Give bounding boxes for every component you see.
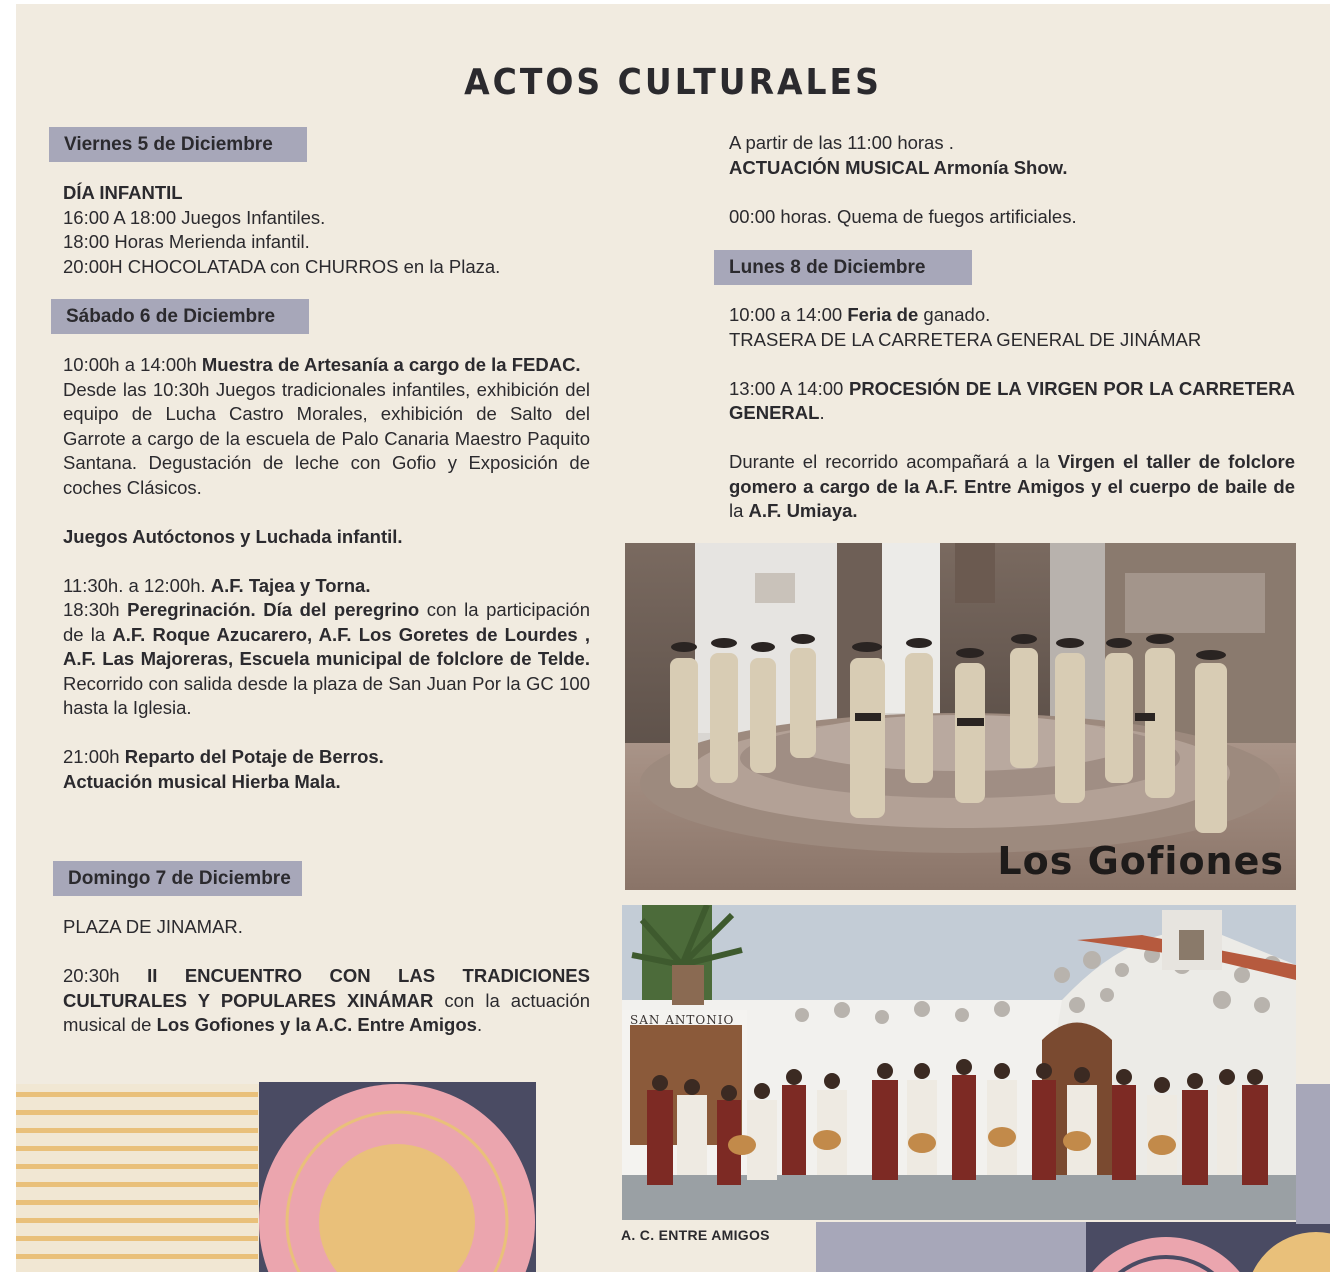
program-page xyxy=(16,4,1330,1272)
text: Durante el recorrido acompañará a la xyxy=(729,451,1058,472)
event: Peregrinación. xyxy=(127,599,256,620)
side-decoration xyxy=(1296,1084,1330,1224)
event: Día del peregrino xyxy=(263,599,420,620)
groups: Los Gofiones y la A.C. Entre Amigos xyxy=(156,1014,477,1035)
page-title: ACTOS CULTURALES xyxy=(464,60,882,103)
event: ACTUACIÓN MUSICAL Armonía Show. xyxy=(729,156,1068,178)
text: Recorrido con salida desde la plaza de San Juan Por la GC 100 hasta la Iglesia. xyxy=(63,672,590,718)
friday-header: Viernes 5 de Diciembre xyxy=(49,127,307,162)
event: A.F. Tajea y Torna. xyxy=(210,574,371,596)
time: 13:00 A 14:00 xyxy=(729,377,849,399)
location: TRASERA DE LA CARRETERA GENERAL DE JINÁMAR xyxy=(729,328,1202,350)
event: Juegos Autóctonos y Luchada infantil. xyxy=(63,525,403,547)
event: Feria de xyxy=(847,304,919,325)
friday-heading: DÍA INFANTIL xyxy=(63,182,183,203)
groups: Virgen el taller de folclore gomero a cargo de la A.F. Entre Amigos y el cuerpo de baile de xyxy=(729,451,1295,497)
text: con la actuación musical de xyxy=(63,989,590,1035)
groups: A.F. Umiaya. xyxy=(748,500,858,521)
time: 21:00h xyxy=(63,746,125,767)
text: . xyxy=(476,1014,483,1035)
sunday-text xyxy=(63,915,590,1038)
location: PLAZA DE JINAMAR. xyxy=(63,916,243,937)
event: Muestra de Artesanía a cargo de la FEDAC. xyxy=(201,354,581,375)
right-top-text xyxy=(729,131,1299,229)
monday-text xyxy=(729,303,1295,524)
saturday-text xyxy=(63,353,590,794)
event: PROCESIÓN DE LA VIRGEN POR LA CARRETERA GENERAL xyxy=(729,377,1295,423)
time: 10:00h a 14:00h xyxy=(63,354,202,375)
time: A partir de las 11:00 horas . xyxy=(729,132,954,153)
groups: A.F. Roque Azucarero, A.F. Los Goretes de Lourdes , A.F. Las Majoreras, Escuela municipal de folclore de Telde. xyxy=(63,623,590,669)
san-antonio-sign: SAN ANTONIO xyxy=(630,1013,735,1027)
entre-amigos-photo xyxy=(622,905,1296,1220)
text: ganado. xyxy=(918,304,991,325)
time: 10:00 a 14:00 xyxy=(729,304,848,325)
event: Reparto del Potaje de Berros. xyxy=(124,746,384,767)
text: . xyxy=(819,402,825,423)
monday-header: Lunes 8 de Diciembre xyxy=(714,250,972,285)
event: Actuación musical Hierba Mala. xyxy=(63,770,341,792)
friday-line: 18:00 Horas Merienda infantil. xyxy=(63,231,310,252)
friday-line: 16:00 A 18:00 Juegos Infantiles. xyxy=(63,206,326,228)
sunday-header: Domingo 7 de Diciembre xyxy=(53,861,302,896)
text: con la participación de la xyxy=(63,599,591,645)
event: II ENCUENTRO CON LAS TRADICIONES CULTURALES Y POPULARES XINÁMAR xyxy=(63,965,590,1011)
los-gofiones-logo: Los Gofiones xyxy=(997,839,1284,883)
event: 00:00 horas. Quema de fuegos artificiales. xyxy=(729,205,1077,227)
bottom-right-decoration xyxy=(816,1222,1330,1272)
time: 20:30h xyxy=(63,965,148,986)
saturday-paragraph: Desde las 10:30h Juegos tradicionales infantiles, exhibición del equipo de Lucha Castro Morales, exhibición de Salto del Garrote a cargo de la escuela de Palo Canaria Maestro Paquito Santana. Degustación de leche con Gofio y Exposición de coches Clásicos. xyxy=(63,378,590,498)
text: la xyxy=(729,500,749,521)
friday-line: 20:00H CHOCOLATADA con CHURROS en la Plaza. xyxy=(63,255,501,277)
photo-caption: A. C. ENTRE AMIGOS xyxy=(621,1227,770,1243)
time: 11:30h. a 12:00h. xyxy=(63,574,211,596)
los-gofiones-photo xyxy=(625,543,1296,890)
friday-text xyxy=(63,181,603,279)
saturday-header: Sábado 6 de Diciembre xyxy=(51,299,309,334)
decorative-panel xyxy=(16,1084,536,1272)
circle-decoration xyxy=(259,1082,536,1272)
time: 18:30h xyxy=(63,599,128,620)
